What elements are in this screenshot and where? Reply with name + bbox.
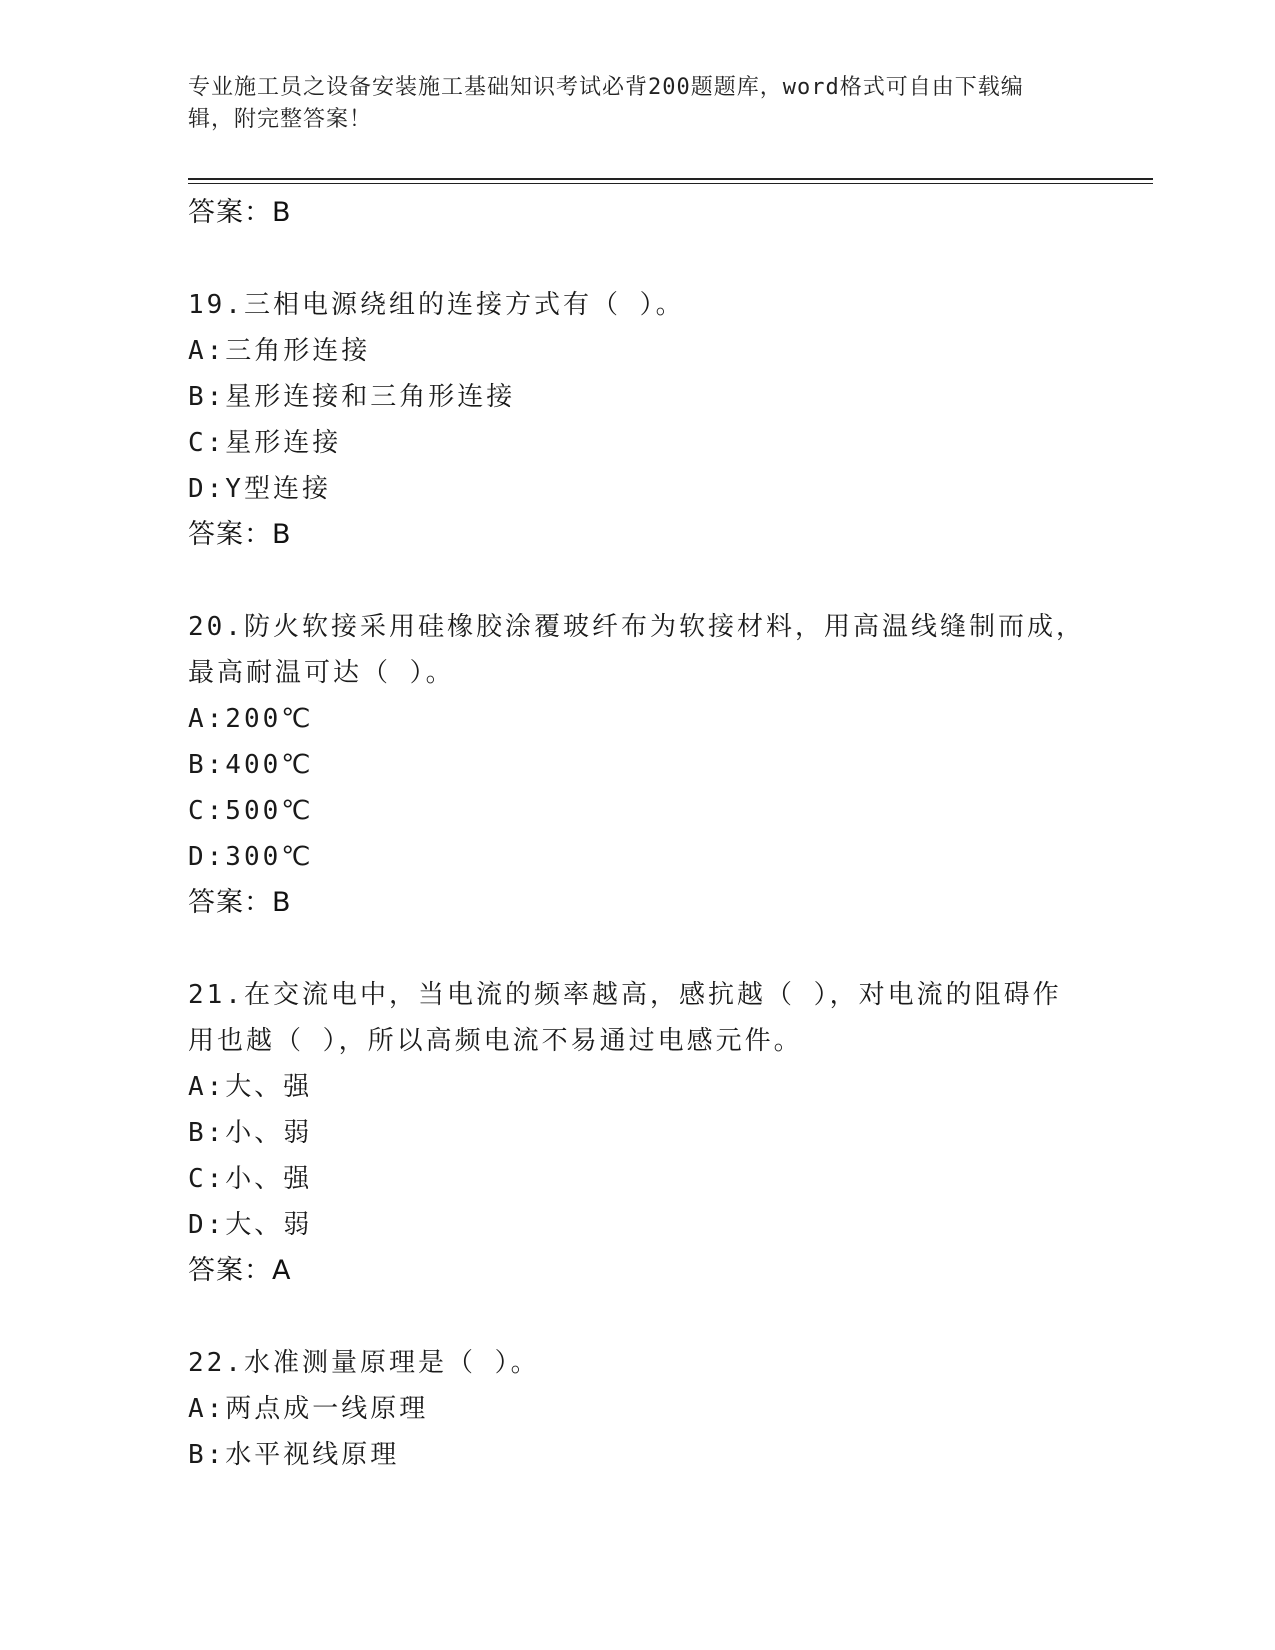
option-a: A:200℃ [188,704,314,734]
option-c: C:500℃ [188,796,314,826]
answer-line: 答案：B [188,887,292,918]
question-20 [188,604,1088,926]
option-d: D:300℃ [188,842,314,872]
option-a: A:大、强 [188,1072,313,1102]
question-21 [188,972,1088,1294]
answer-line: 答案：B [188,197,292,228]
option-b: B:水平视线原理 [188,1440,400,1470]
question-text: 19.三相电源绕组的连接方式有（ ）。 [188,290,685,320]
question-text: 22.水准测量原理是（ ）。 [188,1348,540,1378]
option-b: B:小、弱 [188,1118,313,1148]
header-divider-thin [188,183,1153,184]
answer-line: 答案：B [188,519,292,550]
option-c: C:星形连接 [188,428,342,458]
header-divider [188,178,1153,180]
question-19 [188,282,1088,558]
question-list [188,190,1088,1478]
question-22 [188,1340,1088,1478]
option-a: A:三角形连接 [188,336,371,366]
option-b: B:星形连接和三角形连接 [188,382,516,412]
option-d: D:Y型连接 [188,474,331,504]
option-b: B:400℃ [188,750,314,780]
question-text: 20.防火软接采用硅橡胶涂覆玻纤布为软接材料，用高温线缝制而成，最高耐温可达（ ）。 [188,612,1085,688]
question-text: 21.在交流电中，当电流的频率越高，感抗越（ ），对电流的阻碍作用也越（ ），所以高频电流不易通过电感元件。 [188,980,1062,1056]
answer-line: 答案：A [188,1255,292,1286]
option-d: D:大、弱 [188,1210,313,1240]
option-a: A:两点成一线原理 [188,1394,429,1424]
option-c: C:小、强 [188,1164,313,1194]
document-header: 专业施工员之设备安装施工基础知识考试必背200题题库，word格式可自由下载编辑，附完整答案！ [188,75,1024,132]
